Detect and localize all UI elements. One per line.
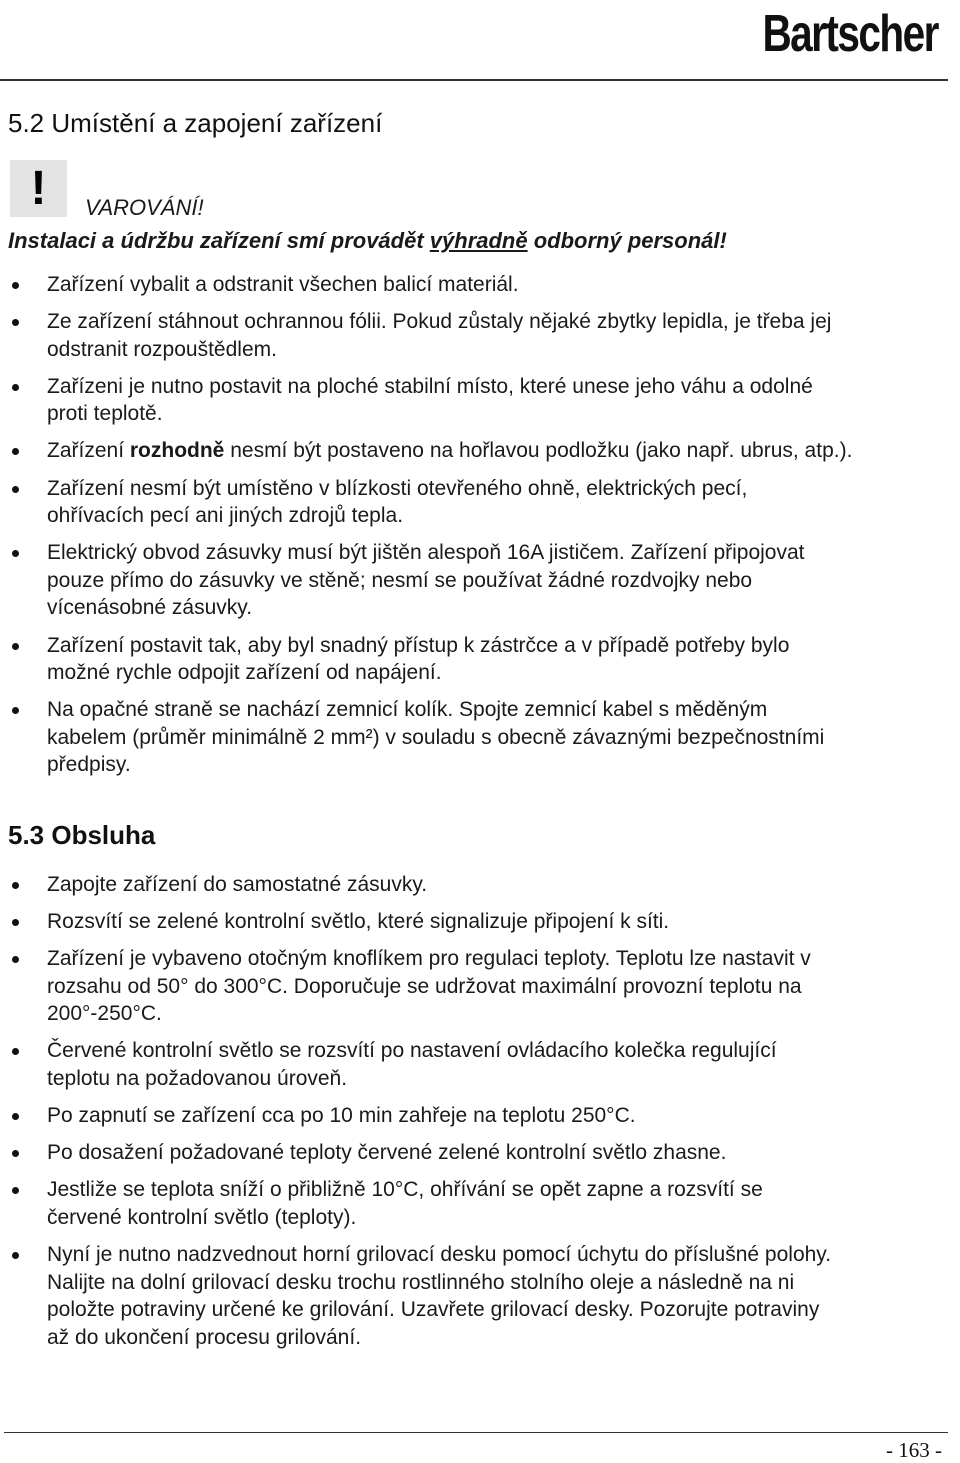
list-item [0, 373, 940, 428]
list-item-line: položte potraviny určené ke grilování. Uzavřete grilovací desky. Pozorujte potraviny [47, 1298, 820, 1322]
header-rule [0, 79, 948, 81]
list-item [0, 539, 940, 622]
list-item-line: Rozsvítí se zelené kontrolní světlo, které signalizuje připojení k síti. [47, 910, 670, 934]
list-item-line: 200°-250°C. [47, 1002, 162, 1026]
warning-text: Instalaci a údržbu zařízení smí provádět výhradně odborný personál! [8, 228, 727, 253]
list-item-line: Jestliže se teplota sníží o přibližně 10°C, ohřívání se opět zapne a rozsvítí se [47, 1178, 763, 1202]
list-item-line: pouze přímo do zásuvky ve stěně; nesmí se používat žádné rozdvojky nebo [47, 568, 753, 592]
list-item-line: červené kontrolní světlo (teploty). [47, 1205, 357, 1229]
bullet-icon [12, 882, 19, 889]
list-item [0, 1037, 940, 1092]
bullet-icon [12, 448, 19, 455]
list-item [0, 632, 940, 687]
operation-list [0, 871, 940, 1361]
bullet-icon [12, 282, 19, 289]
list-item-line: Po dosažení požadované teploty červené zelené kontrolní světlo zhasne. [47, 1141, 727, 1165]
page-number: - 163 - [886, 1438, 942, 1462]
bullet-icon [12, 707, 19, 714]
list-item-line: Ze zařízení stáhnout ochrannou fólii. Pokud zůstaly nějaké zbytky lepidla, je třeba jej [47, 310, 832, 334]
list-item-line: proti teplotě. [47, 402, 163, 426]
bullet-icon [12, 1113, 19, 1120]
list-item [0, 437, 940, 465]
bullet-icon [12, 1252, 19, 1259]
list-item [0, 1176, 940, 1231]
list-item-line: Nalijte na dolní grilovací desku trochu rostlinného stolního oleje a následně na ni [47, 1270, 795, 1294]
bullet-icon [12, 486, 19, 493]
bullet-icon [12, 319, 19, 326]
list-item-line: až do ukončení procesu grilování. [47, 1325, 362, 1349]
list-item [0, 871, 940, 899]
installation-list [0, 271, 940, 789]
list-item-line: Nyní je nutno nadzvednout horní grilovací desku pomocí úchytu do příslušné polohy. [47, 1243, 832, 1267]
bullet-icon [12, 1048, 19, 1055]
list-item-line: Po zapnutí se zařízení cca po 10 min zahřeje na teplotu 250°C. [47, 1104, 636, 1128]
list-item-line: Zařízení vybalit a odstranit všechen balicí materiál. [47, 273, 519, 296]
list-item [0, 1241, 940, 1351]
list-item-line: teplotu na požadovanou úroveň. [47, 1067, 348, 1091]
bartscher-logo: Bartscher [762, 5, 938, 63]
list-item-line: vícenásobné zásuvky. [47, 596, 253, 620]
bullet-icon [12, 956, 19, 963]
bullet-icon [12, 1150, 19, 1157]
list-item-line: možné rychle odpojit zařízení od napájení. [47, 661, 442, 685]
list-item-line: Zapojte zařízení do samostatné zásuvky. [47, 873, 428, 896]
list-item-line: Zařízeni je nutno postavit na ploché stabilní místo, které unese jeho váhu a odolné [47, 374, 813, 398]
list-item [0, 271, 940, 299]
list-item-line: Na opačné straně se nachází zemnicí kolík. Spojte zemnicí kabel s měděným [47, 698, 768, 722]
bullet-icon [12, 384, 19, 391]
list-item-line: odstranit rozpouštědlem. [47, 337, 277, 361]
list-item-line: Červené kontrolní světlo se rozsvítí po nastavení ovládacího kolečka regulující [47, 1039, 777, 1063]
list-item [0, 908, 940, 936]
list-item [0, 475, 940, 530]
bullet-icon [12, 1187, 19, 1194]
list-item-line: Zařízení je vybaveno otočným knoflíkem pro regulaci teploty. Teplotu lze nastavit v [47, 947, 811, 971]
warning-exclamation-icon: ! [10, 160, 67, 217]
list-item [0, 1102, 940, 1130]
list-item [0, 1139, 940, 1167]
list-item-line: Zařízení postavit tak, aby byl snadný přístup k zástrčce a v případě potřeby bylo [47, 633, 790, 657]
footer-rule [4, 1432, 948, 1433]
list-item-line: kabelem (průměr minimálně 2 mm²) v souladu s obecně závaznými bezpečnostními [47, 725, 825, 749]
list-item [0, 308, 940, 363]
list-item-line: Zařízení nesmí být umístěno v blízkosti otevřeného ohně, elektrických pecí, [47, 476, 748, 500]
bullet-icon [12, 550, 19, 557]
warning-label: VAROVÁNÍ! [85, 195, 204, 220]
bullet-icon [12, 919, 19, 926]
list-item-line: ohřívacích pecí ani jiných zdrojů tepla. [47, 504, 404, 528]
list-item-line: Zařízení rozhodně nesmí být postaveno na hořlavou podložku (jako např. ubrus, atp.). [47, 439, 853, 463]
list-item-line: Elektrický obvod zásuvky musí být jištěn alespoň 16A jističem. Zařízení připojovat [47, 541, 805, 565]
list-item-line: rozsahu od 50° do 300°C. Doporučuje se udržovat maximální provozní teplotu na [47, 974, 802, 998]
bullet-icon [12, 643, 19, 650]
list-item [0, 696, 940, 779]
list-item-line: předpisy. [47, 753, 131, 777]
list-item [0, 945, 940, 1028]
section-53-title: 5.3 Obsluha [8, 820, 156, 850]
section-52-title: 5.2 Umístění a zapojení zařízení [8, 108, 383, 138]
